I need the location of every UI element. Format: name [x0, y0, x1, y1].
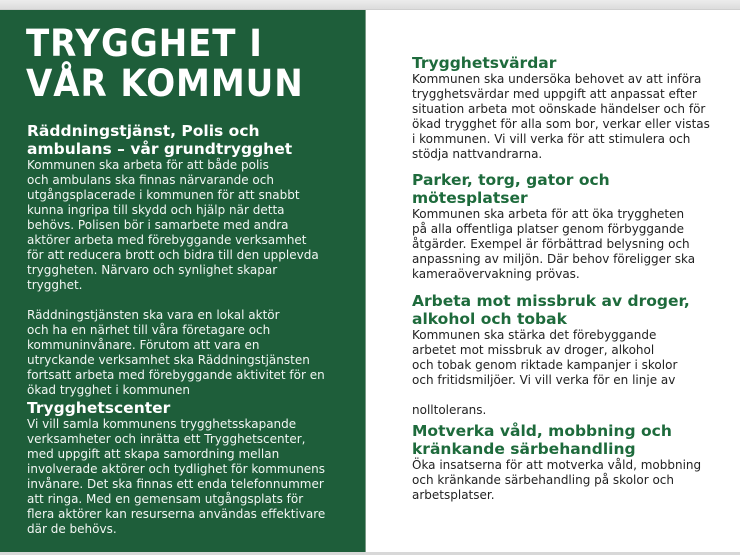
section-heading: Trygghetscenter — [27, 399, 171, 417]
section-missbruk — [412, 292, 737, 418]
section-paragraph: Kommunen ska stärka det förebyggande arbetet mot missbruk av droger, alkohol och tobak genom riktade kampanjer i skolor och fritidsmiljöer. Vi vill verka för en linje av nolltolerans. — [412, 328, 678, 417]
title-line-1: TRYGGHET I — [26, 22, 263, 65]
section-trygghetsvardar — [412, 54, 737, 162]
section-paragraph: Kommunen ska arbeta för att både polis och ambulans ska finnas närvarande och utgångsplacerade i kommunen för att snabbt kunna ingripa till skydd och hjälp när detta behövs. Polisen bör i samarbete med andra aktörer arbeta med förebyggande verksamhet för att reducera brott och bidra till den upplevda tryggheten. Närvaro och synlighet skapar trygghet. — [27, 158, 319, 292]
section-parker-torg — [412, 171, 737, 282]
section-raddningstjanst — [27, 122, 362, 398]
section-paragraph: Vi vill samla kommunens trygghetsskapande verksamheter och inrätta ett Trygghetscenter, med uppgift att skapa samordning mellan involverade aktörer och tydlighet för kommunens invånare. Det ska finnas ett enda telefonnummer att ringa. Med en gemensam utgångsplats för flera aktörer kan resurserna användas effektivare där de behövs. — [27, 417, 326, 536]
section-heading: Trygghetsvärdar — [412, 54, 557, 72]
section-motverka-vald — [412, 422, 737, 503]
section-heading: Motverka våld, mobbning och kränkande särbehandling — [412, 422, 672, 458]
top-bar — [0, 0, 740, 10]
section-heading: Arbeta mot missbruk av droger, alkohol och tobak — [412, 292, 690, 328]
page-title — [26, 24, 304, 104]
section-paragraph: Räddningstjänsten ska vara en lokal aktör och ha en närhet till våra företagare och kommuninvånare. Förutom att vara en utryckande verksamhet ska Räddningstjänsten fortsatt arbeta med förebyggande aktivitet för en ökad trygghet i kommunen — [27, 308, 325, 397]
section-heading: Parker, torg, gator och mötesplatser — [412, 171, 610, 207]
right-panel — [366, 10, 740, 552]
section-paragraph: Kommunen ska arbeta för att öka tryggheten på alla offentliga platser genom förbyggande åtgärder. Exempel är förbättrad belysning och anpassning av miljön. Där behov föreligger ska kameraövervakning prövas. — [412, 207, 696, 281]
section-trygghetscenter — [27, 399, 362, 537]
section-heading: Räddningstjänst, Polis och ambulans – vår grundtrygghet — [27, 122, 293, 158]
left-panel — [0, 10, 366, 552]
section-paragraph: Öka insatserna för att motverka våld, mobbning och kränkande särbehandling på skolor och arbetsplatser. — [412, 458, 702, 502]
section-paragraph: Kommunen ska undersöka behovet av att införa trygghetsvärdar med uppgift att anpassat efter situation arbeta mot oönskade händelser och för ökad trygghet för alla som bor, verkar eller vistas i kommunen. Vi vill verka för att stimulera och stödja nattvandrarna. — [412, 72, 710, 161]
title-line-2: VÅR KOMMUN — [26, 62, 304, 105]
